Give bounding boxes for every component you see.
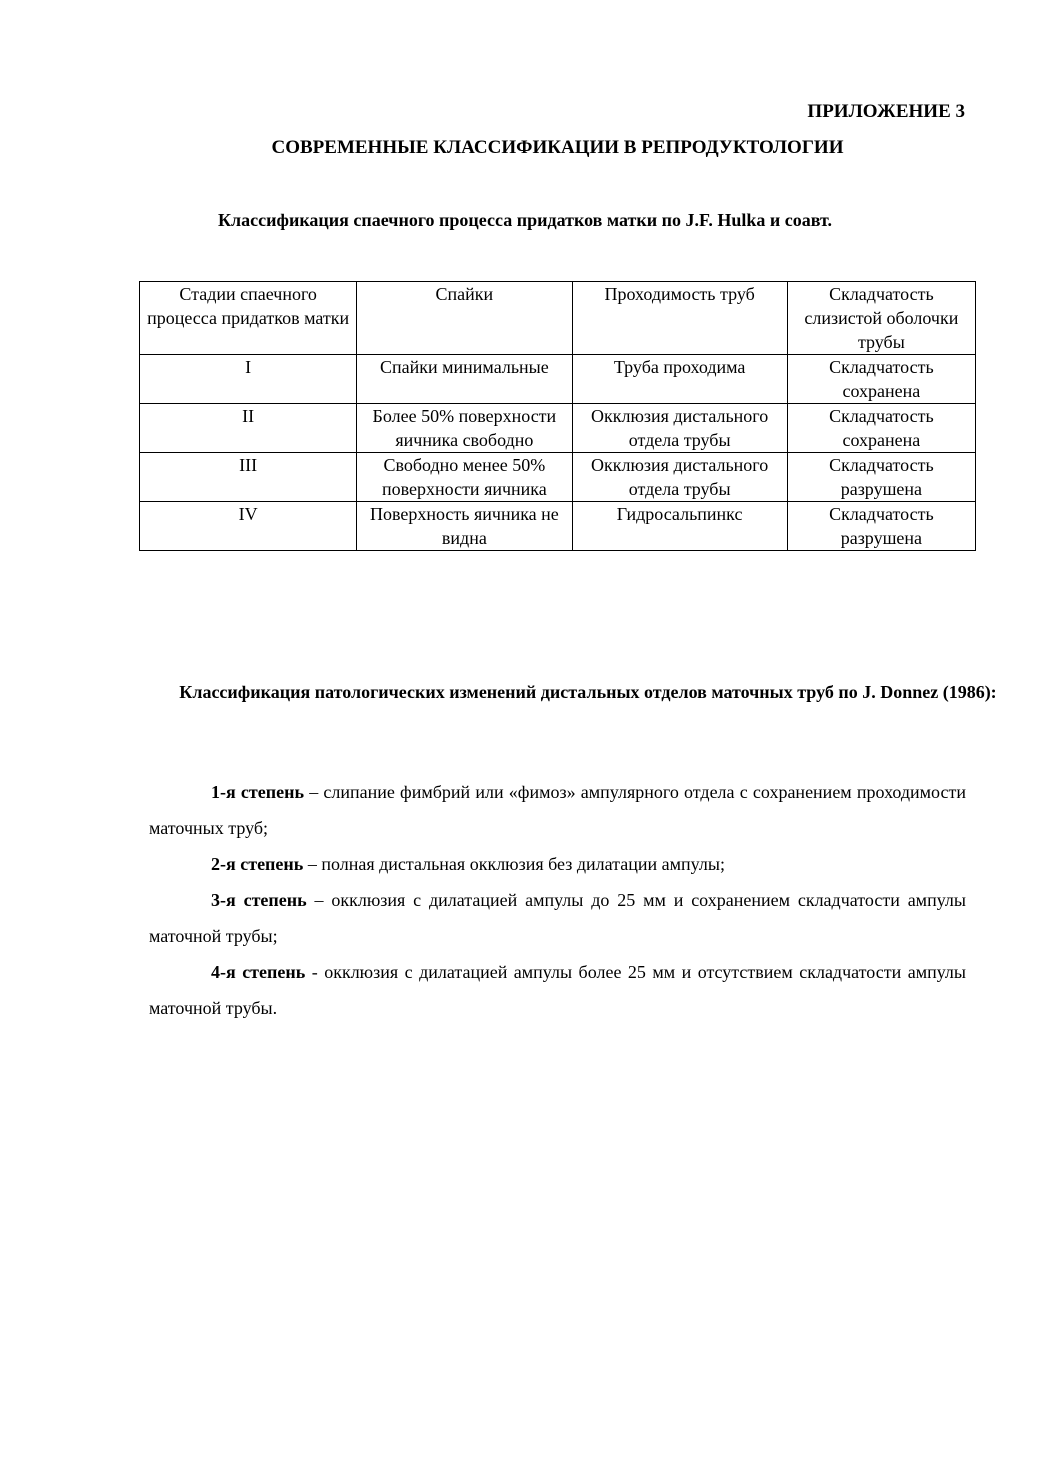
cell-folding: Складчатость разрушена: [787, 502, 975, 551]
degree-label: 1-я степень: [211, 782, 304, 802]
table-row: [140, 502, 976, 551]
header-stage: Стадии спаечного процесса придатков матки: [140, 282, 357, 355]
cell-adhesions: Поверхность яичника не видна: [357, 502, 572, 551]
appendix-label: ПРИЛОЖЕНИЕ 3: [807, 101, 965, 122]
donnez-degrees-list: [149, 774, 966, 1026]
degree-label: 2-я степень: [211, 854, 304, 874]
cell-patency: Гидросальпинкс: [572, 502, 787, 551]
degree-description: - окклюзия с дилатацией ампулы более 25 мм и отсутствием складчатости ампулы маточной трубы.: [149, 962, 966, 1018]
degree-item-1: [149, 774, 966, 846]
cell-adhesions: Спайки минимальные: [357, 355, 572, 404]
header-folding: Складчатость слизистой оболочки трубы: [787, 282, 975, 355]
table-row: [140, 355, 976, 404]
cell-patency: Окклюзия дистального отдела трубы: [572, 453, 787, 502]
hulka-classification-table: [139, 281, 976, 551]
cell-folding: Складчатость сохранена: [787, 355, 975, 404]
table-row: [140, 404, 976, 453]
table-row: [140, 453, 976, 502]
degree-item-2: [149, 846, 966, 882]
degree-label: 4-я степень: [211, 962, 306, 982]
cell-patency: Окклюзия дистального отдела трубы: [572, 404, 787, 453]
degree-description: – полная дистальная окклюзия без дилатации ампулы;: [303, 854, 725, 874]
degree-description: – слипание фимбрий или «фимоз» ампулярного отдела с сохранением проходимости маточных труб;: [149, 782, 966, 838]
header-adhesions: Спайки: [357, 282, 572, 355]
cell-adhesions: Более 50% поверхности яичника свободно: [357, 404, 572, 453]
cell-folding: Складчатость сохранена: [787, 404, 975, 453]
cell-stage: IV: [140, 502, 357, 551]
page-title: СОВРЕМЕННЫЕ КЛАССИФИКАЦИИ В РЕПРОДУКТОЛОГИИ: [271, 137, 844, 158]
degree-item-4: [149, 954, 966, 1026]
cell-stage: III: [140, 453, 357, 502]
degree-description: – окклюзия с дилатацией ампулы до 25 мм и сохранением складчатости ампулы маточной трубы;: [149, 890, 966, 946]
header-patency: Проходимость труб: [572, 282, 787, 355]
cell-stage: I: [140, 355, 357, 404]
table-header-row: [140, 282, 976, 355]
hulka-table-title: Классификация спаечного процесса придатков матки по J.F. Hulka и соавт.: [218, 210, 832, 230]
degree-label: 3-я степень: [211, 890, 307, 910]
degree-item-3: [149, 882, 966, 954]
cell-stage: II: [140, 404, 357, 453]
cell-folding: Складчатость разрушена: [787, 453, 975, 502]
cell-adhesions: Свободно менее 50% поверхности яичника: [357, 453, 572, 502]
cell-patency: Труба проходима: [572, 355, 787, 404]
donnez-classification-title: Классификация патологических изменений дистальных отделов маточных труб по J. Donnez (1986):: [179, 682, 997, 702]
